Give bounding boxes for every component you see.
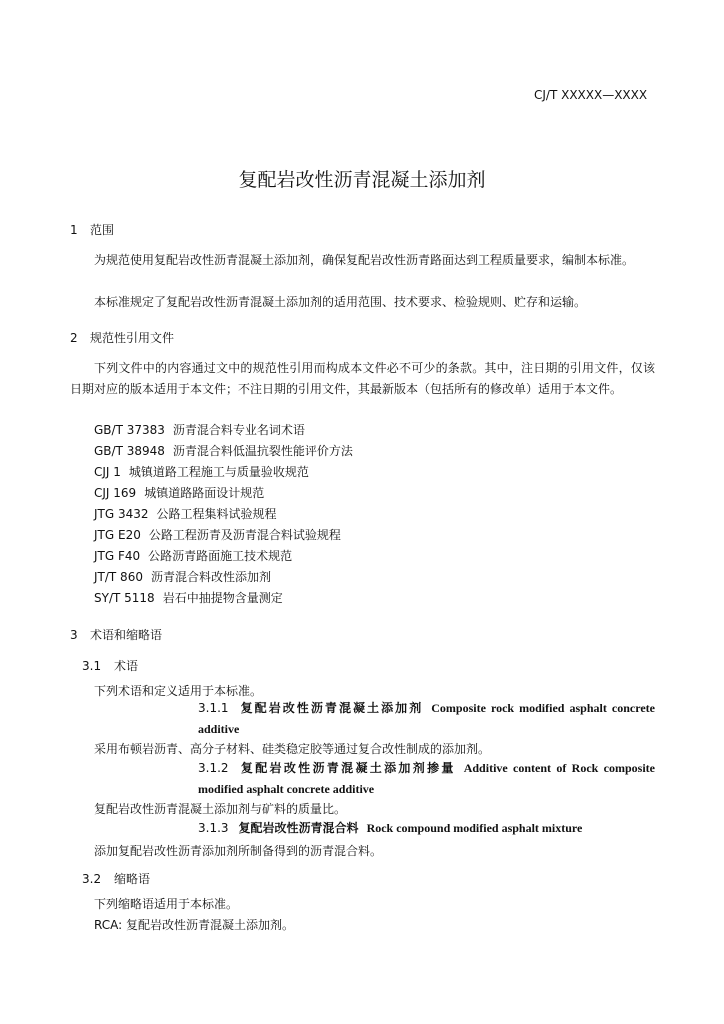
normative-references-intro: 下列文件中的内容通过文中的规范性引用而构成本文件必不可少的条款。其中，注日期的引用文件，仅该日期对应的版本适用于本文件；不注日期的引用文件，其最新版本（包括所有的修改单）适用于本文件。 [70,361,655,396]
reference-code: JT/T 860 [94,570,143,584]
term-english: Additive content of Rock composite modified asphalt concrete additive [198,761,655,796]
section-number: 2 [70,331,78,345]
section-title: 规范性引用文件 [90,331,175,345]
subsection-number: 3.1 [82,659,102,673]
reference-item [94,441,353,462]
term-definition: 添加复配岩改性沥青添加剂所制备得到的沥青混合料。 [94,844,383,858]
reference-name: 公路工程集料试验规程 [156,507,277,521]
term-chinese: 复配岩改性沥青混凝土添加剂掺量 [238,761,456,775]
term-chinese: 复配岩改性沥青混凝土添加剂 [238,701,424,715]
reference-item [94,462,309,483]
term-english: Composite rock modified asphalt concrete additive [198,701,655,736]
reference-item [94,588,283,609]
reference-code: JTG F40 [94,549,141,563]
abbreviation-entry: RCA: 复配岩改性沥青混凝土添加剂。 [94,918,294,932]
term-number: 3.1.2 [198,761,229,775]
subsection-title: 缩略语 [114,872,151,886]
reference-item [94,483,264,504]
abbreviations-intro: 下列缩略语适用于本标准。 [94,897,239,911]
term-entry [198,758,655,800]
reference-code: GB/T 38948 [94,444,165,458]
reference-item [94,504,277,525]
scope-paragraph-2: 本标准规定了复配岩改性沥青混凝土添加剂的适用范围、技术要求、检验规则、贮存和运输。 [94,295,587,309]
reference-code: GB/T 37383 [94,423,165,437]
scope-paragraph-1: 为规范使用复配岩改性沥青混凝土添加剂，确保复配岩改性沥青路面达到工程质量要求，编制本标准。 [94,253,635,267]
reference-name: 沥青混合料专业名词术语 [172,423,305,437]
reference-name: 城镇道路工程施工与质量验收规范 [128,465,309,479]
reference-code: JTG 3432 [94,507,149,521]
section-number: 1 [70,223,78,237]
term-entry [198,698,655,740]
terms-intro: 下列术语和定义适用于本标准。 [94,684,263,698]
reference-name: 公路沥青路面施工技术规范 [148,549,293,563]
subsection-title: 术语 [114,659,139,673]
reference-name: 沥青混合料低温抗裂性能评价方法 [172,444,353,458]
term-chinese: 复配岩改性沥青混合料 [238,821,359,835]
section-title: 范围 [90,223,115,237]
reference-name: 公路工程沥青及沥青混合料试验规程 [148,528,341,542]
term-definition: 复配岩改性沥青混凝土添加剂与矿料的质量比。 [94,802,347,816]
term-entry [198,818,655,839]
reference-name: 沥青混合料改性添加剂 [150,570,271,584]
reference-item [94,420,305,441]
section-number: 3 [70,628,78,642]
section-1-heading [70,221,114,238]
term-number: 3.1.1 [198,701,229,715]
reference-item [94,546,292,567]
reference-item [94,525,341,546]
subsection-3-2-heading [82,870,150,887]
term-definition: 采用布顿岩沥青、高分子材料、硅类稳定胶等通过复合改性制成的添加剂。 [94,742,491,756]
term-english: Rock compound modified asphalt mixture [366,821,583,835]
term-number: 3.1.3 [198,821,229,835]
section-title: 术语和缩略语 [90,628,163,642]
reference-item [94,567,271,588]
reference-code: CJJ 169 [94,486,137,500]
reference-code: CJJ 1 [94,465,121,479]
subsection-3-1-heading [82,657,138,674]
section-3-heading [70,626,162,643]
document-title: 复配岩改性沥青混凝土添加剂 [238,169,486,191]
reference-name: 岩石中抽提物含量测定 [162,591,283,605]
reference-code: SY/T 5118 [94,591,155,605]
standard-code: CJ/T XXXXX—XXXX [534,88,648,102]
reference-name: 城镇道路路面设计规范 [144,486,265,500]
reference-code: JTG E20 [94,528,141,542]
subsection-number: 3.2 [82,872,102,886]
section-2-heading [70,329,174,346]
